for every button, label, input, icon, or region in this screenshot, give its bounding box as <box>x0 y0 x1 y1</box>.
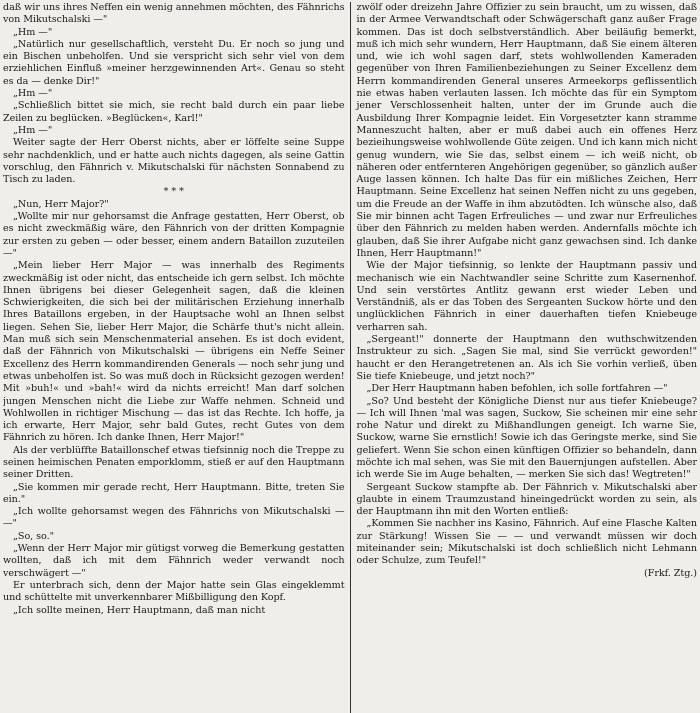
paragraph: „Kommen Sie nachher ins Kasino, Fähnrich. Auf eine Flasche Kalten zur Stärkung! Wissen Sie — — und verwandt müssen wir doch miteinander sein; Mikutschalski ist doch schließlich nicht Lehmann oder Schulze, zum Teufel!" <box>356 518 697 567</box>
paragraph: „Schließlich bittet sie mich, sie recht bald durch ein paar liebe Zeilen zu beglücken. »Beglücken«, Karl!" <box>3 100 345 124</box>
paragraph: „Ich sollte meinen, Herr Hauptmann, daß man nicht <box>13 604 266 616</box>
paragraph: „Sergeant!" donnerte der Hauptmann den wuthschwitzenden Instrukteur zu sich. „Sagen Sie mal, sind Sie verrückt geworden!" haucht er den Herangetretenen an. Als ich Sie vorhin verließ, üben Sie tiefe Kniebeuge, und jetzt noch?" <box>356 334 697 382</box>
column-left <box>3 2 349 713</box>
paragraph: Sergeant Suckow stampfte ab. Der Fähnrich v. Mikutschalski aber glaubte in einem Traumzustand hineingedrückt worden zu sein, als der Hauptmann ihn mit den Worten entließ: <box>356 481 697 518</box>
paragraph: „Der Herr Hauptmann haben befohlen, ich solle fortfahren —" <box>366 383 668 395</box>
source-credit: (Frkf. Ztg.) <box>644 567 697 579</box>
section-separator: * * * <box>163 186 184 198</box>
column-divider <box>350 2 351 713</box>
paragraph: „Hm —" <box>13 26 53 38</box>
paragraph: Wie der Major tiefsinnig, so lenkte der Hauptmann passiv und mechanisch wie ein Nachtwandler seine Schritte zum Kasernenhof. Und sein verstörtes Antlitz gewann erst wieder Leben und Verständniß, als er das Toben des Sergeanten Suckow hörte und den unglücklichen Fähnrich in einer dauerhaften tiefen Kniebeuge verharren sah. <box>356 260 697 333</box>
paragraph: „Hm —" <box>13 88 53 100</box>
paragraph: „So? Und besteht der Königliche Dienst nur aus tiefer Kniebeuge? — Ich will Ihnen 'mal was sagen, Suckow, Sie scheinen mir eine sehr rohe Natur und direkt zu Mißhandlungen geneigt. Ich warne Sie, Suckow, warne Sie ernstlich! Sowie ich das Geringste merke, sind Sie geliefert. Wenn Sie schon einen künftigen Offizier so behandeln, dann möchte ich mal sehen, was Sie mit den Bauernjungen aufstellen. Aber ich werde Sie im Auge behalten, — merken Sie sich das! Wegtreten!" <box>356 395 697 481</box>
paragraph: zwölf oder dreizehn Jahre Offizier zu sein braucht, um zu wissen, daß in der Armee Verwandtschaft oder Schwägerschaft ganz außer Frage kommen. Das ist doch selbstverständlich. Aber beiläufig bemerkt, muß ich mich sehr wundern, Herr Hauptmann, daß Sie einem älteren und, wie ich wohl sagen darf, stets wohlwollenden Kameraden gegenüber von Ihren Familienbeziehungen zu Seiner Excellenz dem Herrn kommandirenden General unseres Armeekorps geflissentlich nie etwas haben verlauten lassen. Ich möchte das für ein Symptom jener Verschlossenheit halten, unter der im Grunde auch die Ausbildung Ihrer Kompagnie leidet. Ein Vorgesetzter kann stramme Manneszucht halten, aber er muß dabei auch ein offenes Herz bezieihungsweise wohlwollende Güte zeigen. Und ich kann mich nicht genug wundern, wie Sie das, selbst einem — ich weiß nicht, ob näheren oder entfernteren Angehörigen gegenüber, so gänzlich außer Auge lassen können. Ich halte Das für ein mißliches Zeichen, Herr Hauptmann. Seine Excellenz hat seinen Neffen nicht zu uns gegeben, um die Freude an der Waffe in ihm abzutödten. Ich wünsche also, daß Sie mir binnen acht Tagen Erfreuliches — und zwar nur Erfreuliches über den Fähnrich zu melden haben werden. Andernfalls möchte ich glauben, daß Sie ihrer Aufgabe nicht ganz gewachsen sind. Ich danke Ihnen, Herr Hauptmann!" <box>356 2 697 259</box>
paragraph: „Hm —" <box>13 124 53 136</box>
paragraph: „Natürlich nur gesellschaftlich, versteht Du. Er noch so jung und ein Bischen unbeholfen. Und sie verspricht sich sehr viel von dem erziehlichen Einfluß »meiner herzgewinnenden Art«. Genau so steht es da — denke Dir!" <box>3 38 345 87</box>
paragraph: Er unterbrach sich, denn der Major hatte sein Glas eingeklemmt und schüttelte mit unverkennbarer Mißbilligung den Kopf. <box>3 579 345 604</box>
paragraph: „Sie kommen mir gerade recht, Herr Hauptmann. Bitte, treten Sie ein." <box>3 481 345 505</box>
paragraph: Weiter sagte der Herr Oberst nichts, aber er löffelte seine Suppe sehr nachdenklich, und er hatte auch nichts dagegen, als seine Gattin vorschlug, den Fähnrich v. Mikutschalski für nächsten Sonnabend zu Tisch zu laden. <box>3 137 345 186</box>
paragraph: „Wenn der Herr Major mir gütigst vorweg die Bemerkung gestatten wollten, daß ich mit dem Fähnrich weder verwandt noch verschwägert —" <box>3 543 345 579</box>
paragraph: „Mein lieber Herr Major — was innerhalb des Regiments zweckmäßig ist oder nicht, das entscheide ich gern selbst. Ich möchte Ihnen übrigens bei dieser Gelegenheit sagen, daß die kleinen Schwierigkeiten, die sich bei der militärischen Erziehung innerhalb Ihres Bataillons ergeben, in der Hauptsache wohl an Ihnen selbst liegen. Sehen Sie, lieber Herr Major, die Schärfe thut's nicht allein. Man muß sich sein Menschenmaterial ansehen. Es ist doch evident, daß der Fähnrich von Mikutschalski — übrigens ein Neffe Seiner Excellenz des Herrn kommandirenden Generals — noch sehr jung und etwas unbeholfen ist. So was muß doch in Rücksicht gezogen werden! Mit »buh!« und »bah!« wird da nichts erreicht! Man darf solchen jungen Menschen nicht die Liebe zur Waffe nehmen. Schneid und Wohlwollen in richtiger Mischung — das ist das Rechte. Ich hoffe, ja ich erwarte, Herr Major, sehr bald Gutes, recht Gutes von dem Fähnrich zu hören. Ich danke Ihnen, Herr Major!" <box>3 260 345 444</box>
paragraph: „Nun, Herr Major?" <box>13 198 109 210</box>
paragraph: „Ich wollte gehorsamst wegen des Fähnrichs von Mikutschalski — —" <box>3 506 345 530</box>
paragraph: Als der verblüffte Bataillonschef etwas tiefsinnig noch die Treppe zu seinen heimischen Penaten emporklomm, stieß er auf den Hauptmann seiner Dritten. <box>3 444 345 481</box>
paragraph: „Wollte mir nur gehorsamst die Anfrage gestatten, Herr Oberst, ob es nicht zweckmäßig wäre, den Fähnrich von der dritten Kompagnie zur ersten zu geben — oder besser, einem andern Bataillon zuzuteilen —" <box>3 211 345 259</box>
column-right <box>352 2 698 713</box>
paragraph: „So, so." <box>13 530 54 542</box>
paragraph: daß wir uns ihres Neffen ein wenig annehmen möchten, des Fähnrichs von Mikutschalski —" <box>3 2 345 26</box>
